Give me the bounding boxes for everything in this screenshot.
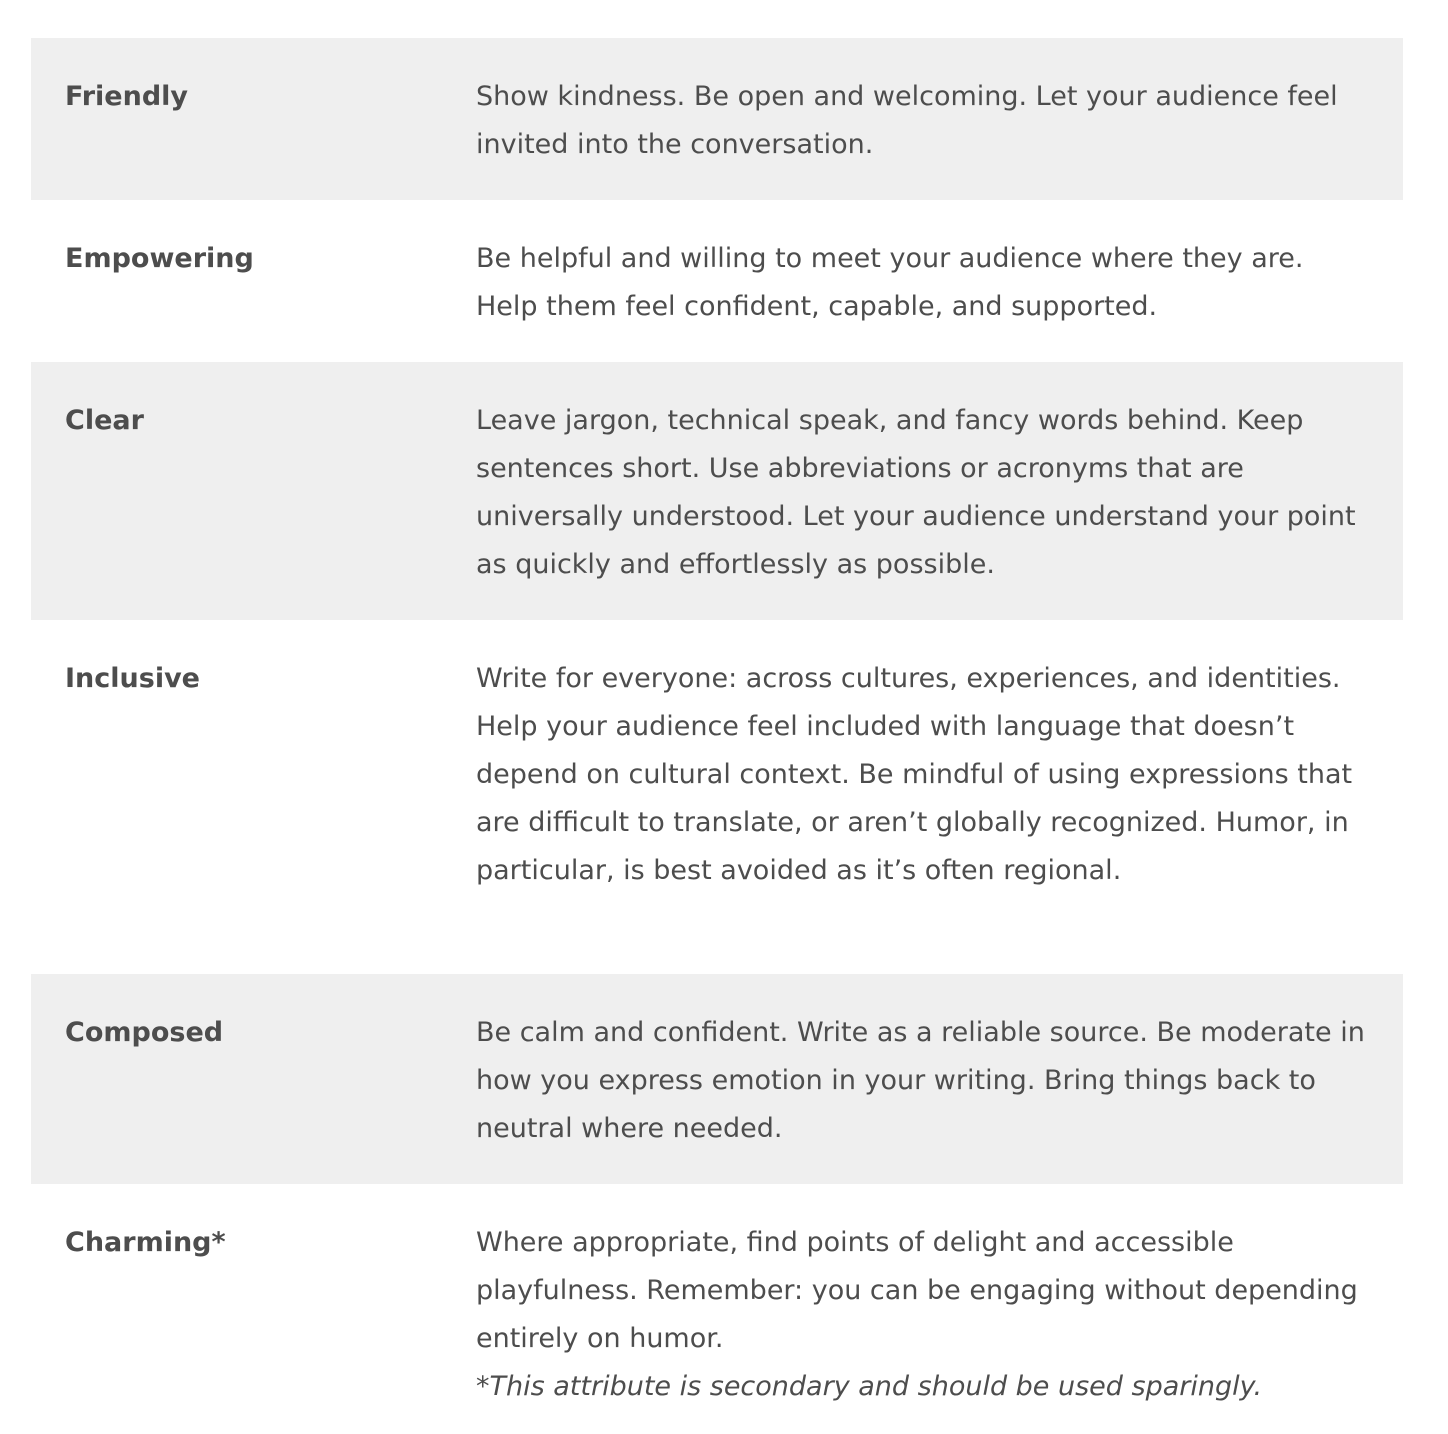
attribute-term: Inclusive bbox=[65, 663, 200, 694]
table-row bbox=[31, 200, 1403, 362]
attribute-description-cell bbox=[442, 620, 1403, 974]
attribute-description-cell bbox=[442, 200, 1403, 362]
attribute-description-cell bbox=[442, 974, 1403, 1184]
attribute-term: Clear bbox=[65, 405, 144, 436]
table-row bbox=[31, 1184, 1403, 1434]
attribute-term: Charming* bbox=[65, 1227, 226, 1258]
attribute-description: Show kindness. Be open and welcoming. Let your audience feel invited into the conversation. bbox=[476, 81, 1338, 160]
voice-attributes-table bbox=[31, 38, 1403, 1434]
attribute-term: Empowering bbox=[65, 243, 254, 274]
table-row bbox=[31, 974, 1403, 1184]
attribute-description: Leave jargon, technical speak, and fancy words behind. Keep sentences short. Use abbreviations or acronyms that are universally understood. Let your audience understand your point as quickly and effortlessly as possible. bbox=[476, 405, 1356, 580]
attribute-description: Be calm and confident. Write as a reliable source. Be moderate in how you express emotion in your writing. Bring things back to neutral where needed. bbox=[476, 1017, 1365, 1144]
attribute-description: Write for everyone: across cultures, experiences, and identities. Help your audience feel included with language that doesn’t depend on cultural context. Be mindful of using expressions that are difficult to translate, or aren’t globally recognized. Humor, in particular, is best avoided as it’s often regional. bbox=[476, 663, 1353, 886]
attribute-description-cell bbox=[442, 38, 1403, 200]
table-row bbox=[31, 362, 1403, 620]
table-row bbox=[31, 620, 1403, 974]
attribute-description: Be helpful and willing to meet your audience where they are. Help them feel confident, capable, and supported. bbox=[476, 243, 1304, 322]
attribute-term: Composed bbox=[65, 1017, 224, 1048]
secondary-attribute-note: *This attribute is secondary and should be used sparingly. bbox=[476, 1371, 1263, 1402]
attribute-description-cell bbox=[442, 362, 1403, 620]
attribute-description: Where appropriate, find points of delight and accessible playfulness. Remember: you can be engaging without depending entirely on humor. bbox=[476, 1227, 1358, 1354]
attribute-description-cell bbox=[442, 1184, 1403, 1434]
attribute-term: Friendly bbox=[65, 81, 189, 112]
table-row bbox=[31, 38, 1403, 200]
